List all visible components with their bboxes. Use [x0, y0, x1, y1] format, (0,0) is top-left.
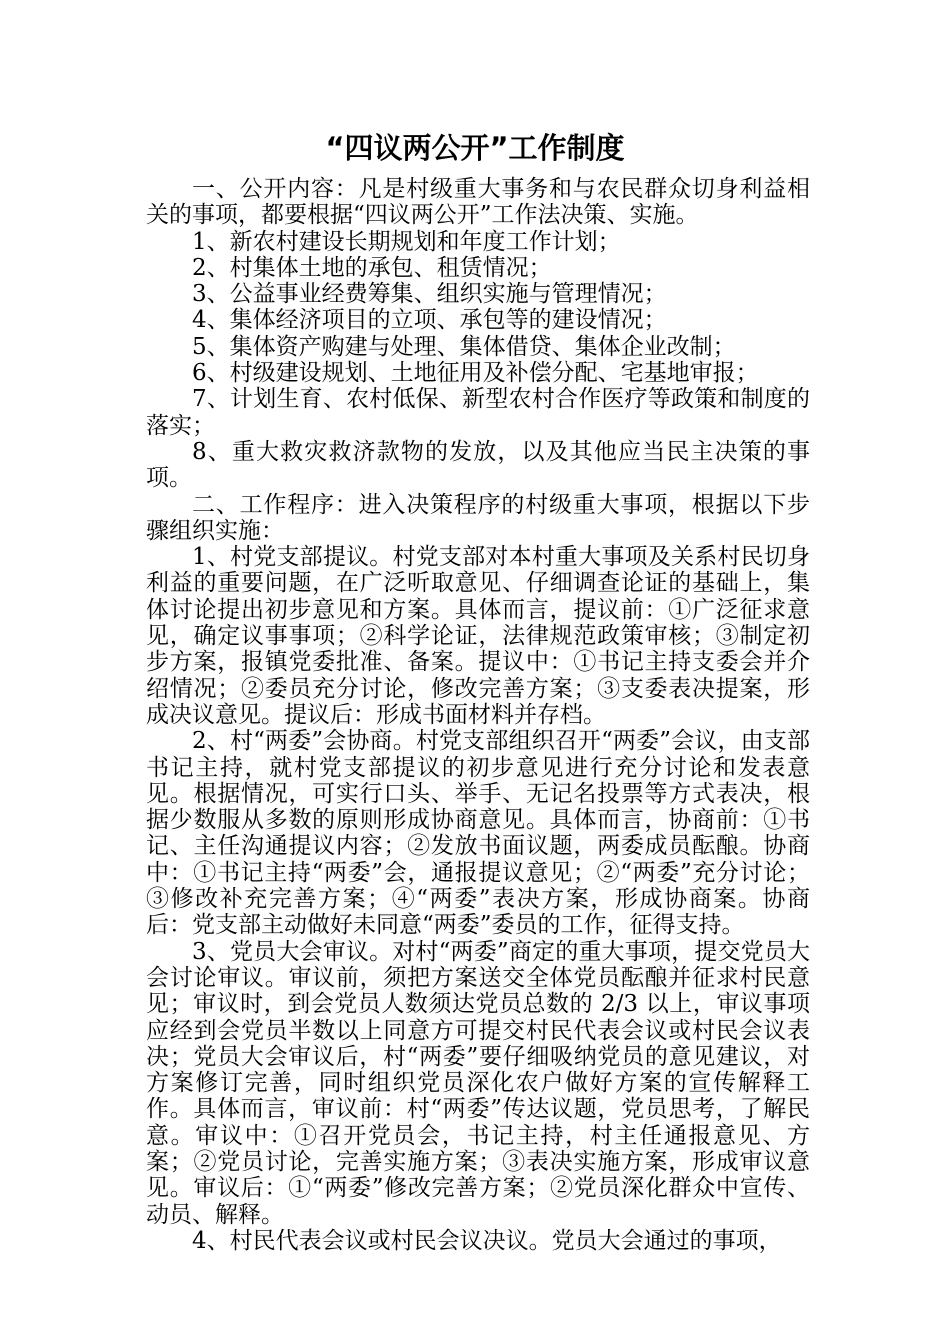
section-two-intro: 二、工作程序：进入决策程序的村级重大事项，根据以下步骤组织实施：	[146, 491, 810, 544]
list-item: 5、集体资产购建与处理、集体借贷、集体企业改制；	[192, 333, 736, 360]
list-item: 1、新农村建设长期规划和年度工作计划；	[192, 228, 621, 255]
list-item: 8、重大救灾救济款物的发放，以及其他应当民主决策的事项。	[146, 438, 810, 492]
list-item: 4、集体经济项目的立项、承包等的建设情况；	[192, 307, 667, 334]
procedure-step-review: 3、党员大会审议。对村“两委”商定的重大事项，提交党员大会讨论审议。审议前，须把方案送交全体党员酝酿并征求村民意见；审议时，到会党员人数须达党员总数的 2/3 以上，审议事项应经到会党员半数以上同意方可提交村民代表会议或村民会议表决；党员大会审议后，村“两委”要仔细吸纳党员的意见建议，对方案修订完善，同时组织党员深化农户做好方案的宣传解释工作。具体而言，审议前：村“两委”传达议题，党员思考，了解民意。审议中：①召开党员会，书记主持，村主任通报意见、方案；②党员讨论，完善实施方案；③表决实施方案，形成审议意见。审议后：①“两委”修改完善方案；②党员深化群众中宣传、动员、解释。	[146, 938, 810, 1228]
list-item: 6、村级建设规划、土地征用及补偿分配、宅基地审报；	[192, 360, 759, 387]
list-item: 7、计划生育、农村低保、新型农村合作医疗等政策和制度的落实；	[146, 386, 810, 439]
procedure-step-consult: 2、村“两委”会协商。村党支部组织召开“两委”会议，由支部书记主持，就村党支部提议的初步意见进行充分讨论和发表意见。根据情况，可实行口头、举手、无记名投票等方式表决，根据少数服从多数的原则形成协商意见。具体而言，协商前：①书记、主任沟通提议内容；②发放书面议题，两委成员酝酿。协商中：①书记主持“两委”会，通报提议意见；②“两委”充分讨论；③修改补充完善方案；④“两委”表决方案，形成协商案。协商后：党支部主动做好未同意“两委”委员的工作，征得支持。	[146, 728, 810, 939]
procedure-step-resolve: 4、村民代表会议或村民会议决议。党员大会通过的事项，	[192, 1227, 782, 1254]
document-title: “四议两公开”工作制度	[325, 131, 625, 165]
procedure-step-propose: 1、村党支部提议。村党支部对本村重大事项及关系村民切身利益的重要问题，在广泛听取意见、仔细调查论证的基础上，集体讨论提出初步意见和方案。具体而言，提议前：①广泛征求意见，确定议事事项；②科学论证，法律规范政策审核；③制定初步方案，报镇党委批准、备案。提议中：①书记主持支委会并介绍情况；②委员充分讨论，修改完善方案；③支委表决提案，形成决议意见。提议后：形成书面材料并存档。	[146, 544, 810, 728]
document-body	[146, 176, 810, 1254]
list-item: 3、公益事业经费筹集、组织实施与管理情况；	[192, 281, 667, 308]
list-item: 2、村集体土地的承包、租赁情况；	[192, 254, 552, 281]
section-one-intro: 一、公开内容：凡是村级重大事务和与农民群众切身利益相关的事项，都要根据“四议两公开”工作法决策、实施。	[146, 176, 810, 229]
